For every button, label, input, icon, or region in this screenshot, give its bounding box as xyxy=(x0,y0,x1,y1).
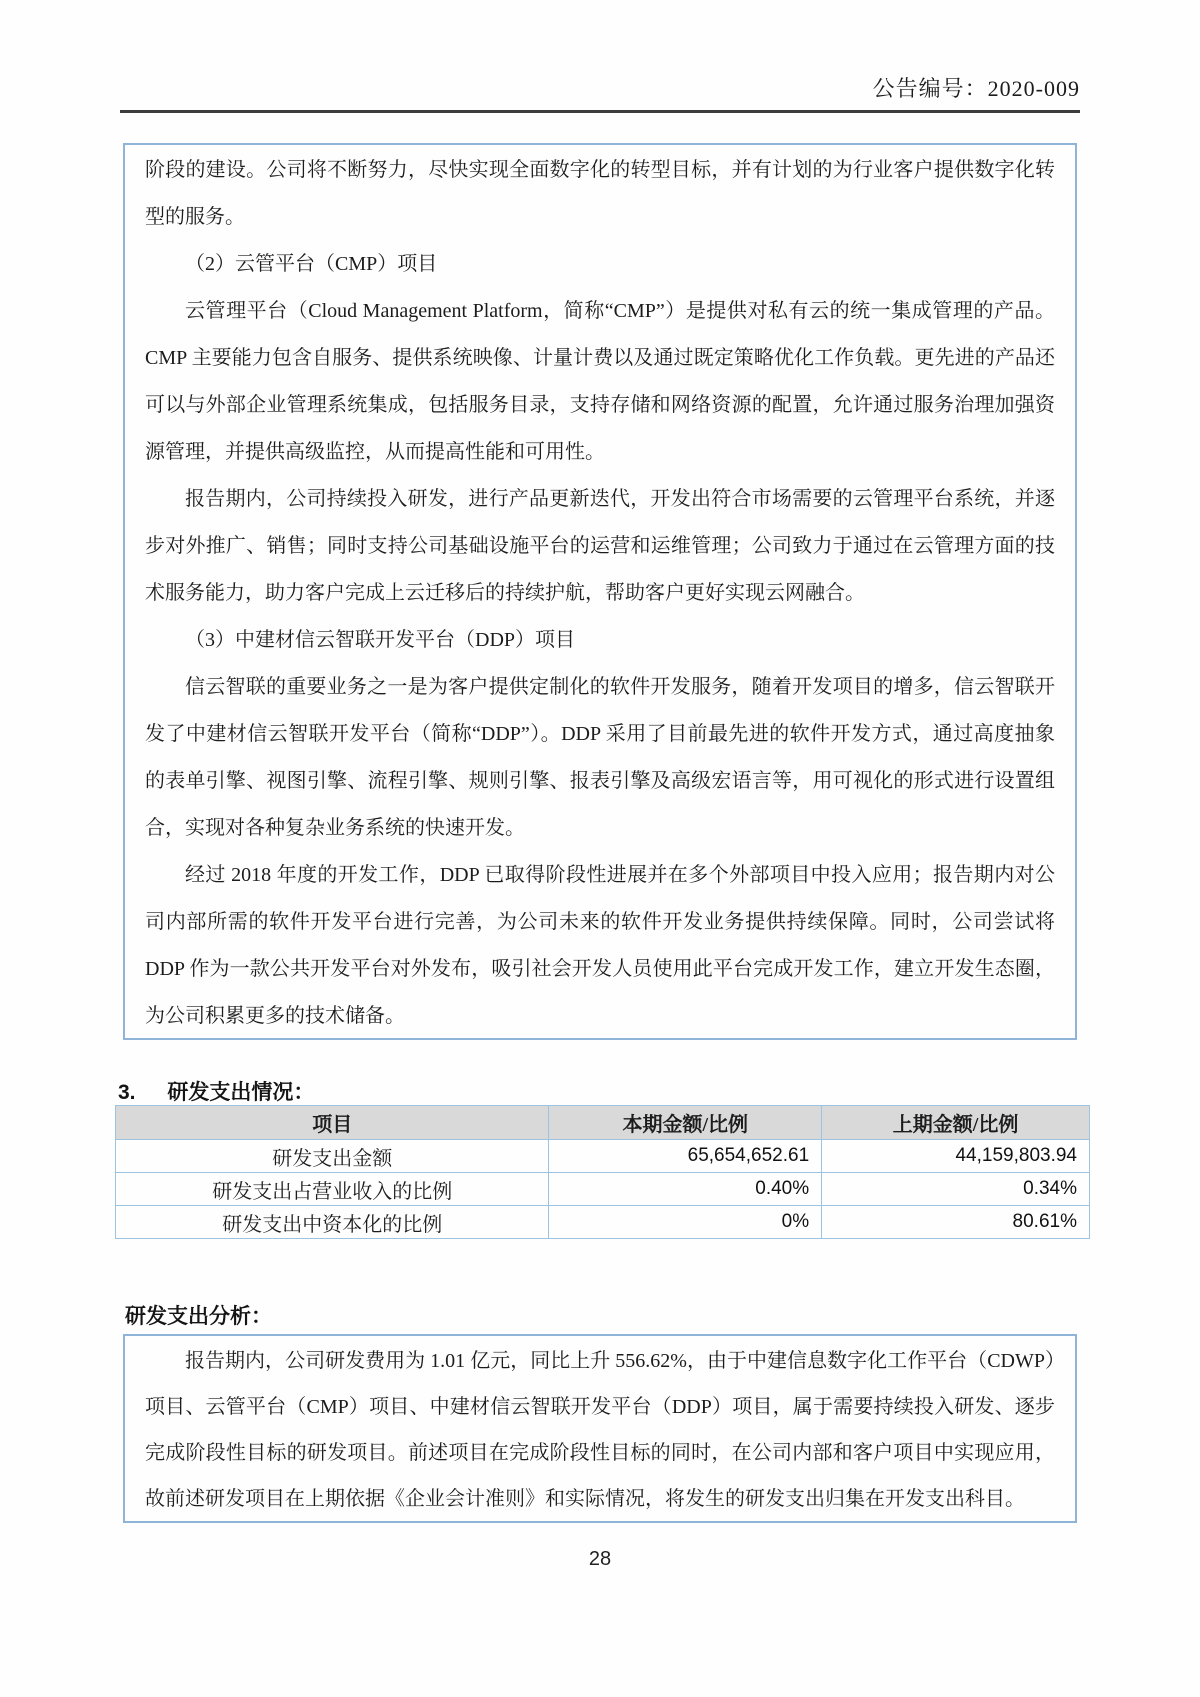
cell-prior-value: 80.61% xyxy=(822,1206,1090,1239)
main-text-box xyxy=(123,143,1077,1040)
subheading-ddp-project: （3）中建材信云智联开发平台（DDP）项目 xyxy=(185,629,576,651)
paragraph-analysis: 报告期内，公司研发费用为 1.01 亿元，同比上升 556.62%，由于中建信息数字化工作平台（CDWP）项目、云管平台（CMP）项目、中建材信云智联开发平台（DDP）项目，属于需要持续投入研发、逐步完成阶段性目标的研发项目。前述项目在完成阶段性目标的同时，在公司内部和客户项目中实现应用，故前述研发项目在上期依据《企业会计准则》和实际情况，将发生的研发支出归集在开发支出科目。 xyxy=(145,1350,1055,1510)
table-row xyxy=(116,1173,1090,1206)
col-header-current-period: 本期金额/比例 xyxy=(549,1106,822,1140)
cell-prior-value: 0.34% xyxy=(822,1173,1090,1206)
table-row xyxy=(116,1206,1090,1239)
section-heading-rd-expense xyxy=(118,1076,314,1106)
cell-current-value: 0% xyxy=(549,1206,822,1239)
page-number: 28 xyxy=(588,1548,612,1570)
section-number: 3. xyxy=(118,1081,136,1104)
table-row xyxy=(116,1140,1090,1173)
rd-expense-table xyxy=(115,1105,1090,1239)
paragraph-continuation: 阶段的建设。公司将不断努力，尽快实现全面数字化的转型目标，并有计划的为行业客户提供数字化转型的服务。 xyxy=(145,159,1055,228)
analysis-text-box xyxy=(123,1334,1077,1523)
subheading-cmp-project: （2）云管平台（CMP）项目 xyxy=(185,253,438,275)
paragraph-cmp-progress: 报告期内，公司持续投入研发，进行产品更新迭代，开发出符合市场需要的云管理平台系统，并逐步对外推广、销售；同时支持公司基础设施平台的运营和运维管理；公司致力于通过在云管理方面的技术服务能力，助力客户完成上云迁移后的持续护航，帮助客户更好实现云网融合。 xyxy=(145,488,1055,604)
cell-current-value: 65,654,652.61 xyxy=(549,1140,822,1173)
analysis-heading: 研发支出分析： xyxy=(125,1305,272,1328)
cell-current-value: 0.40% xyxy=(549,1173,822,1206)
cell-item-label: 研发支出中资本化的比例 xyxy=(116,1206,549,1239)
table-header-row xyxy=(116,1106,1090,1140)
col-header-item: 项目 xyxy=(116,1106,549,1140)
cell-prior-value: 44,159,803.94 xyxy=(822,1140,1090,1173)
cell-item-label: 研发支出占营业收入的比例 xyxy=(116,1173,549,1206)
paragraph-cmp-description: 云管理平台（Cloud Management Platform，简称“CMP”）是提供对私有云的统一集成管理的产品。CMP 主要能力包含自服务、提供系统映像、计量计费以及通过既定策略优化工作负载。更先进的产品还可以与外部企业管理系统集成，包括服务目录，支持存储和网络资源的配置，允许通过服务治理加强资源管理，并提供高级监控，从而提高性能和可用性。 xyxy=(145,300,1055,463)
paragraph-ddp-progress: 经过 2018 年度的开发工作，DDP 已取得阶段性进展并在多个外部项目中投入应用；报告期内对公司内部所需的软件开发平台进行完善，为公司未来的软件开发业务提供持续保障。同时，公司尝试将 DDP 作为一款公共开发平台对外发布，吸引社会开发人员使用此平台完成开发工作，建立开发生态圈，为公司积累更多的技术储备。 xyxy=(145,864,1055,1027)
cell-item-label: 研发支出金额 xyxy=(116,1140,549,1173)
col-header-prior-period: 上期金额/比例 xyxy=(822,1106,1090,1140)
section-title: 研发支出情况： xyxy=(167,1081,315,1104)
announcement-number: 公告编号：2020-009 xyxy=(872,76,1080,101)
header-rule xyxy=(120,110,1080,113)
paragraph-ddp-description: 信云智联的重要业务之一是为客户提供定制化的软件开发服务，随着开发项目的增多，信云智联开发了中建材信云智联开发平台（简称“DDP”）。DDP 采用了目前最先进的软件开发方式，通过高度抽象的表单引擎、视图引擎、流程引擎、规则引擎、报表引擎及高级宏语言等，用可视化的形式进行设置组合，实现对各种复杂业务系统的快速开发。 xyxy=(145,676,1055,839)
